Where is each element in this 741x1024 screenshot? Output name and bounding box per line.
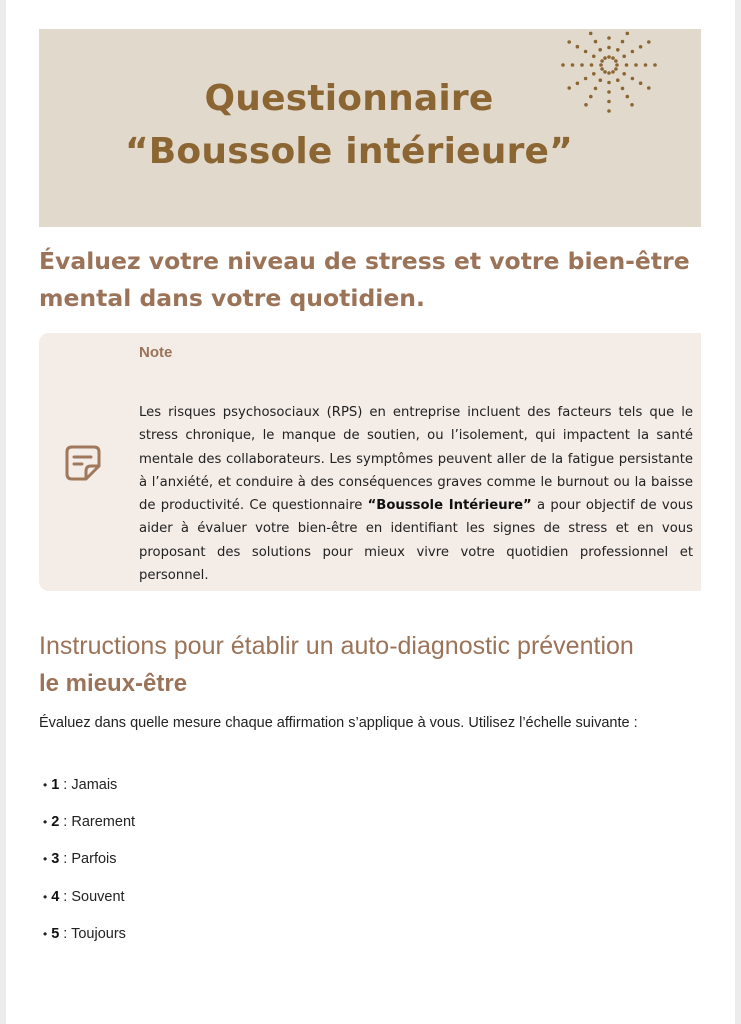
scale-item [43, 847, 135, 884]
decoration-dot [603, 70, 607, 74]
scale-separator: : [59, 777, 72, 793]
title-line-2: “Boussole intérieure” [124, 131, 574, 172]
decoration-dot [607, 36, 611, 40]
decoration-dot [576, 45, 580, 49]
note-icon [63, 443, 103, 483]
scale-item [43, 810, 135, 847]
bullet: • [43, 926, 48, 941]
decoration-dot [607, 100, 611, 104]
instructions-heading-main: Instructions pour établir un auto-diagnostic prévention [39, 632, 634, 660]
decoration-dot [644, 63, 648, 67]
scale-item [43, 773, 135, 810]
decoration-dot [607, 81, 611, 85]
decoration-dot [611, 56, 615, 60]
decoration-dot [567, 40, 571, 44]
scale-item [43, 922, 135, 959]
instructions-heading-bold: le mieux-être [39, 670, 188, 697]
decoration-dot [615, 63, 619, 67]
bullet: • [43, 852, 48, 867]
decoration-dot [592, 72, 596, 76]
decoration-dot [607, 55, 611, 59]
decoration-dot [639, 81, 643, 85]
note-text-part: a pour objectif de vous aider à évaluer votre bien-être en identifiant les signes de stress et en vous proposant des solutions pour mieux vivre votre quotidien professionnel et personnel. [139, 498, 693, 584]
scale-label: Parfois [71, 851, 117, 868]
decoration-dot [590, 63, 594, 67]
decoration-dot [607, 46, 611, 50]
note-text [139, 401, 693, 587]
scale-separator: : [59, 814, 72, 831]
decoration-dot [614, 67, 618, 71]
scale-separator: : [59, 925, 72, 942]
scale-value: 2 [51, 814, 60, 831]
decoration-dot [594, 40, 598, 44]
note-text-part: Les risques psychosociaux (RPS) en entreprise incluent des facteurs tels que le stress chronique, le manque de soutien, ou l’isolement, qui impactent la santé mentale des collaborateurs. Les symptômes peuvent aller de la fatigue persistante à l’anxiété, et conduire à des conséquences graves comme le burnout ou la baisse de productivité. Ce questionnaire [139, 405, 693, 514]
decoration-dot [634, 63, 638, 67]
decoration-dot [580, 63, 584, 67]
decoration-dot [600, 59, 604, 63]
decoration-dot [622, 72, 626, 76]
bullet: • [43, 815, 48, 830]
decoration-dot [592, 55, 596, 59]
scale-label: Souvent [71, 888, 125, 905]
scale-separator: : [59, 851, 72, 868]
decoration-dot [584, 50, 588, 54]
bullet: • [43, 778, 48, 792]
decoration-dot [607, 109, 611, 113]
decoration-dot [600, 67, 604, 71]
scale-value: 1 [51, 777, 60, 793]
title-line-1: Questionnaire [204, 78, 494, 119]
scale-label: Toujours [71, 925, 126, 942]
decoration-dot [589, 32, 593, 36]
decoration-dot [607, 71, 611, 75]
decoration-dot [631, 50, 635, 54]
decoration-dot [616, 78, 620, 82]
decoration-dot [594, 87, 598, 91]
document-page [6, 0, 735, 1024]
decoration-dot [576, 82, 580, 86]
decoration-dot [622, 55, 626, 59]
decoration-dot [630, 103, 634, 107]
instructions-heading [39, 627, 719, 703]
page-subtitle: Évaluez votre niveau de stress et votre bien-être mental dans votre quotidien. [39, 247, 690, 312]
instructions-text: Évaluez dans quelle mesure chaque affirmation s’applique à vous. Utilisez l’échelle suivante : [39, 715, 638, 731]
decoration-dot [626, 32, 630, 36]
decoration-dot [653, 63, 657, 67]
decoration-dot [616, 48, 620, 52]
decoration-dot [603, 56, 607, 60]
sunburst-dots-icon [547, 31, 671, 119]
decoration-dot [598, 48, 602, 52]
scale-value: 4 [51, 888, 60, 905]
title-banner [39, 29, 701, 227]
scale-value: 3 [51, 851, 60, 868]
scale-label: Jamais [71, 777, 118, 793]
decoration-dot [584, 77, 588, 81]
questionnaire-name: “Boussole Intérieure” [367, 498, 532, 514]
decoration-dot [631, 77, 635, 81]
decoration-dot [571, 63, 575, 67]
decoration-dot [621, 87, 625, 91]
decoration-dot [614, 59, 618, 63]
decoration-dot [584, 103, 588, 107]
decoration-dot [567, 86, 571, 90]
scale-separator: : [59, 888, 72, 905]
scale-value: 5 [51, 925, 60, 942]
decoration-dot [647, 40, 651, 44]
decoration-dot [639, 45, 643, 49]
bullet: • [43, 889, 48, 904]
scale-item [43, 885, 135, 922]
decoration-dot [625, 63, 629, 67]
note-box [39, 333, 701, 591]
decoration-dot [561, 63, 565, 67]
decoration-dot [626, 95, 630, 99]
decoration-dot [621, 40, 625, 44]
decoration-dot [599, 63, 603, 67]
decoration-dot [647, 86, 651, 90]
rating-scale-list [43, 773, 135, 959]
decoration-dot [607, 90, 611, 94]
scale-label: Rarement [71, 814, 136, 831]
decoration-dot [589, 95, 593, 99]
decoration-dot [599, 78, 603, 82]
note-heading: Note [139, 344, 173, 361]
decoration-dot [611, 70, 615, 74]
